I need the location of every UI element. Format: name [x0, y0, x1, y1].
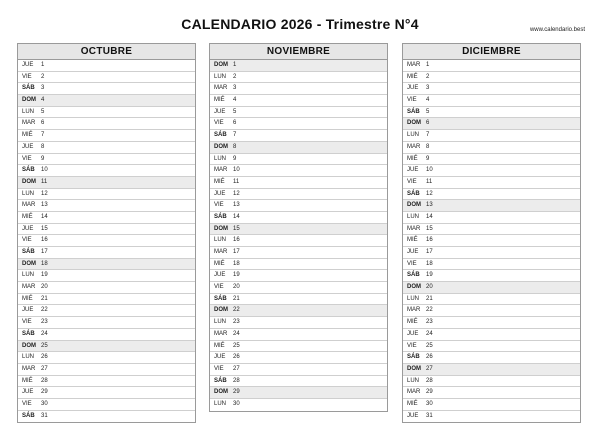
day-number: 25 — [41, 342, 48, 349]
day-number: 22 — [233, 307, 240, 314]
day-number: 15 — [41, 225, 48, 232]
day-number: 6 — [41, 120, 45, 127]
day-row — [403, 165, 580, 177]
day-row — [18, 341, 195, 353]
day-row — [210, 247, 387, 259]
day-number: 21 — [426, 295, 433, 302]
day-number: 19 — [426, 272, 433, 279]
day-number: 28 — [41, 377, 48, 384]
weekday-label: SÁB — [407, 108, 420, 115]
weekday-label: VIE — [407, 97, 417, 104]
day-number: 20 — [233, 284, 240, 291]
day-row — [403, 154, 580, 166]
weekday-label: LUN — [214, 319, 227, 326]
day-row — [18, 376, 195, 388]
day-number: 1 — [233, 62, 237, 68]
day-number: 17 — [426, 249, 433, 255]
day-number: 10 — [233, 167, 240, 174]
day-row — [18, 259, 195, 271]
weekday-label: LUN — [22, 272, 35, 279]
weekday-label: DOM — [214, 389, 228, 396]
day-number: 24 — [233, 330, 240, 337]
weekday-label: MIÉ — [407, 155, 418, 162]
month-column-december — [402, 43, 581, 423]
day-row — [210, 212, 387, 224]
weekday-label: SÁB — [407, 354, 420, 361]
day-row — [403, 259, 580, 271]
weekday-label: VIE — [214, 202, 224, 209]
weekday-label: MIÉ — [22, 295, 33, 302]
day-number: 3 — [233, 85, 237, 92]
day-number: 12 — [233, 190, 240, 197]
weekday-label: MIÉ — [22, 213, 33, 220]
weekday-label: LUN — [214, 400, 227, 407]
weekday-label: JUE — [407, 412, 419, 419]
weekday-label: DOM — [214, 225, 228, 232]
weekday-label: LUN — [214, 73, 227, 80]
day-number: 6 — [426, 120, 430, 127]
day-number: 22 — [41, 307, 48, 314]
weekday-label: SÁB — [407, 272, 420, 279]
weekday-label: LUN — [407, 377, 420, 384]
day-number: 2 — [426, 73, 430, 80]
day-row — [403, 118, 580, 130]
weekday-label: DOM — [214, 307, 228, 314]
day-number: 30 — [426, 400, 433, 407]
day-number: 11 — [233, 178, 240, 185]
day-row — [18, 247, 195, 259]
weekday-label: MIÉ — [407, 237, 418, 244]
day-row — [18, 72, 195, 84]
month-header: DICIEMBRE — [403, 44, 580, 60]
day-number: 16 — [41, 237, 48, 244]
day-number: 7 — [41, 132, 45, 139]
day-row — [210, 364, 387, 376]
day-row — [403, 270, 580, 282]
day-row — [210, 399, 387, 411]
weekday-label: DOM — [407, 365, 421, 372]
day-row — [210, 294, 387, 306]
day-row — [403, 317, 580, 329]
day-row — [18, 364, 195, 376]
day-number: 5 — [41, 108, 45, 115]
day-row — [18, 142, 195, 154]
weekday-label: MIÉ — [407, 73, 418, 80]
day-row — [403, 177, 580, 189]
day-number: 26 — [41, 354, 48, 361]
day-row — [403, 352, 580, 364]
weekday-label: LUN — [407, 132, 420, 139]
weekday-label: VIE — [407, 342, 417, 349]
weekday-label: DOM — [22, 260, 36, 267]
day-number: 9 — [426, 155, 430, 162]
day-number: 27 — [426, 365, 433, 372]
day-number: 7 — [426, 132, 430, 139]
day-number: 23 — [426, 319, 433, 326]
day-row — [403, 200, 580, 212]
month-header: NOVIEMBRE — [210, 44, 387, 60]
weekday-label: MAR — [407, 62, 421, 68]
day-number: 18 — [426, 260, 433, 267]
page-title: CALENDARIO 2026 - Trimestre N°4 — [181, 16, 419, 32]
day-number: 8 — [233, 143, 237, 150]
day-row — [210, 165, 387, 177]
day-number: 12 — [426, 190, 433, 197]
weekday-label: VIE — [407, 260, 417, 267]
day-row — [18, 154, 195, 166]
weekday-label: MIÉ — [214, 97, 225, 104]
weekday-label: SÁB — [214, 377, 227, 384]
weekday-label: MAR — [407, 143, 421, 150]
day-number: 24 — [41, 330, 48, 337]
day-number: 17 — [233, 249, 240, 255]
day-number: 1 — [426, 62, 430, 68]
weekday-label: VIE — [22, 155, 32, 162]
day-number: 16 — [233, 237, 240, 244]
day-row — [18, 107, 195, 119]
day-number: 3 — [41, 85, 45, 92]
weekday-label: LUN — [22, 190, 35, 197]
day-row — [210, 107, 387, 119]
website-url: www.calendario.best — [529, 27, 585, 33]
day-row — [210, 118, 387, 130]
day-number: 18 — [41, 260, 48, 267]
weekday-label: SÁB — [22, 85, 35, 92]
weekday-label: DOM — [214, 62, 228, 68]
day-row — [210, 200, 387, 212]
weekday-label: JUE — [214, 272, 226, 279]
day-row — [210, 60, 387, 72]
day-row — [18, 83, 195, 95]
day-row — [403, 189, 580, 201]
weekday-label: MIÉ — [22, 377, 33, 384]
day-row — [18, 200, 195, 212]
day-row — [403, 60, 580, 72]
day-number: 30 — [233, 400, 240, 407]
month-column-october — [17, 43, 196, 423]
day-list — [403, 60, 580, 422]
day-number: 6 — [233, 120, 237, 127]
weekday-label: MIÉ — [214, 178, 225, 185]
weekday-label: JUE — [407, 167, 419, 174]
day-number: 28 — [233, 377, 240, 384]
day-row — [210, 154, 387, 166]
weekday-label: DOM — [407, 120, 421, 127]
day-row — [18, 399, 195, 411]
day-number: 30 — [41, 400, 48, 407]
day-number: 31 — [426, 412, 433, 419]
day-number: 16 — [426, 237, 433, 244]
day-row — [210, 177, 387, 189]
weekday-label: DOM — [407, 284, 421, 291]
day-number: 11 — [426, 178, 433, 185]
day-row — [210, 317, 387, 329]
day-row — [18, 282, 195, 294]
day-number: 4 — [41, 97, 45, 104]
weekday-label: JUE — [22, 307, 34, 314]
weekday-label: SÁB — [214, 132, 227, 139]
day-row — [18, 60, 195, 72]
day-row — [403, 341, 580, 353]
day-row — [403, 95, 580, 107]
day-row — [18, 235, 195, 247]
day-row — [403, 107, 580, 119]
day-number: 26 — [426, 354, 433, 361]
weekday-label: MAR — [407, 389, 421, 396]
day-number: 9 — [41, 155, 45, 162]
day-number: 25 — [426, 342, 433, 349]
day-row — [18, 224, 195, 236]
day-number: 8 — [426, 143, 430, 150]
weekday-label: SÁB — [214, 213, 227, 220]
weekday-label: MIÉ — [214, 342, 225, 349]
weekday-label: DOM — [22, 178, 36, 185]
weekday-label: JUE — [407, 330, 419, 337]
day-number: 11 — [41, 178, 48, 185]
weekday-label: DOM — [22, 97, 36, 104]
weekday-label: JUE — [214, 108, 226, 115]
day-row — [210, 224, 387, 236]
day-row — [210, 270, 387, 282]
day-row — [18, 352, 195, 364]
day-number: 14 — [426, 213, 433, 220]
weekday-label: JUE — [214, 354, 226, 361]
weekday-label: MAR — [407, 307, 421, 314]
month-column-november — [209, 43, 388, 412]
weekday-label: MIÉ — [22, 132, 33, 139]
weekday-label: VIE — [22, 237, 32, 244]
day-row — [403, 282, 580, 294]
day-number: 21 — [41, 295, 48, 302]
day-number: 10 — [41, 167, 48, 174]
day-row — [210, 387, 387, 399]
day-row — [403, 399, 580, 411]
day-row — [18, 329, 195, 341]
day-number: 20 — [41, 284, 48, 291]
day-number: 5 — [426, 108, 430, 115]
day-number: 14 — [233, 213, 240, 220]
weekday-label: LUN — [22, 354, 35, 361]
day-number: 28 — [426, 377, 433, 384]
day-number: 29 — [233, 389, 240, 396]
day-number: 2 — [233, 73, 237, 80]
weekday-label: JUE — [22, 389, 34, 396]
day-number: 29 — [41, 389, 48, 396]
weekday-label: JUE — [407, 85, 419, 92]
day-number: 19 — [41, 272, 48, 279]
weekday-label: MAR — [22, 365, 36, 372]
weekday-label: VIE — [22, 319, 32, 326]
day-number: 29 — [426, 389, 433, 396]
day-number: 14 — [41, 213, 48, 220]
day-number: 7 — [233, 132, 237, 139]
day-row — [403, 224, 580, 236]
day-number: 3 — [426, 85, 430, 92]
weekday-label: DOM — [407, 202, 421, 209]
day-row — [403, 83, 580, 95]
day-list — [210, 60, 387, 411]
day-number: 4 — [233, 97, 237, 104]
day-row — [18, 189, 195, 201]
weekday-label: MIÉ — [407, 400, 418, 407]
weekday-label: MAR — [214, 85, 228, 92]
day-row — [18, 212, 195, 224]
day-row — [403, 329, 580, 341]
day-row — [210, 72, 387, 84]
day-row — [210, 130, 387, 142]
day-number: 24 — [426, 330, 433, 337]
day-number: 20 — [426, 284, 433, 291]
day-number: 13 — [233, 202, 240, 209]
day-row — [403, 212, 580, 224]
day-row — [210, 341, 387, 353]
day-row — [210, 352, 387, 364]
day-row — [210, 189, 387, 201]
day-number: 27 — [41, 365, 48, 372]
day-number: 5 — [233, 108, 237, 115]
weekday-label: MIÉ — [214, 260, 225, 267]
day-row — [210, 282, 387, 294]
day-row — [18, 317, 195, 329]
weekday-label: VIE — [214, 365, 224, 372]
day-number: 4 — [426, 97, 430, 104]
day-number: 10 — [426, 167, 433, 174]
day-number: 15 — [233, 225, 240, 232]
day-row — [403, 305, 580, 317]
weekday-label: DOM — [22, 342, 36, 349]
day-row — [403, 387, 580, 399]
day-row — [403, 235, 580, 247]
weekday-label: LUN — [214, 155, 227, 162]
weekday-label: VIE — [22, 73, 32, 80]
weekday-label: LUN — [407, 295, 420, 302]
day-number: 13 — [426, 202, 433, 209]
weekday-label: MAR — [214, 249, 228, 255]
weekday-label: LUN — [407, 213, 420, 220]
weekday-label: JUE — [407, 249, 419, 255]
day-number: 27 — [233, 365, 240, 372]
weekday-label: JUE — [22, 62, 34, 68]
day-number: 9 — [233, 155, 237, 162]
day-row — [18, 165, 195, 177]
day-row — [18, 95, 195, 107]
day-row — [210, 142, 387, 154]
weekday-label: MAR — [22, 120, 36, 127]
day-number: 18 — [233, 260, 240, 267]
weekday-label: MAR — [22, 202, 36, 209]
weekday-label: MAR — [22, 284, 36, 291]
weekday-label: JUE — [22, 143, 34, 150]
day-row — [403, 142, 580, 154]
day-number: 17 — [41, 249, 48, 255]
day-row — [403, 376, 580, 388]
day-row — [210, 305, 387, 317]
day-number: 13 — [41, 202, 48, 209]
day-row — [18, 294, 195, 306]
weekday-label: MIÉ — [407, 319, 418, 326]
day-row — [210, 83, 387, 95]
day-row — [18, 387, 195, 399]
day-row — [210, 259, 387, 271]
day-row — [403, 130, 580, 142]
day-row — [210, 95, 387, 107]
weekday-label: MAR — [214, 330, 228, 337]
weekday-label: LUN — [22, 108, 35, 115]
weekday-label: VIE — [22, 400, 32, 407]
weekday-label: LUN — [214, 237, 227, 244]
day-number: 23 — [41, 319, 48, 326]
weekday-label: SÁB — [22, 330, 35, 337]
day-number: 25 — [233, 342, 240, 349]
weekday-label: SÁB — [22, 249, 35, 255]
day-row — [18, 305, 195, 317]
day-number: 22 — [426, 307, 433, 314]
day-row — [18, 118, 195, 130]
day-list — [18, 60, 195, 422]
day-row — [18, 411, 195, 423]
weekday-label: SÁB — [22, 167, 35, 174]
weekday-label: VIE — [214, 120, 224, 127]
weekday-label: SÁB — [22, 412, 35, 419]
day-number: 19 — [233, 272, 240, 279]
weekday-label: VIE — [407, 178, 417, 185]
day-row — [403, 72, 580, 84]
day-row — [210, 329, 387, 341]
day-number: 26 — [233, 354, 240, 361]
weekday-label: JUE — [22, 225, 34, 232]
weekday-label: SÁB — [407, 190, 420, 197]
day-row — [403, 247, 580, 259]
weekday-label: DOM — [214, 143, 228, 150]
day-row — [18, 130, 195, 142]
day-row — [210, 376, 387, 388]
month-header: OCTUBRE — [18, 44, 195, 60]
day-number: 15 — [426, 225, 433, 232]
day-row — [18, 270, 195, 282]
day-number: 8 — [41, 143, 45, 150]
weekday-label: VIE — [214, 284, 224, 291]
weekday-label: MAR — [407, 225, 421, 232]
day-row — [403, 294, 580, 306]
day-number: 31 — [41, 412, 48, 419]
weekday-label: JUE — [214, 190, 226, 197]
day-row — [403, 411, 580, 423]
day-row — [18, 177, 195, 189]
day-number: 21 — [233, 295, 240, 302]
weekday-label: SÁB — [214, 295, 227, 302]
day-row — [403, 364, 580, 376]
weekday-label: MAR — [214, 167, 228, 174]
day-number: 12 — [41, 190, 48, 197]
day-number: 23 — [233, 319, 240, 326]
day-number: 2 — [41, 73, 45, 80]
day-row — [210, 235, 387, 247]
day-number: 1 — [41, 62, 45, 68]
